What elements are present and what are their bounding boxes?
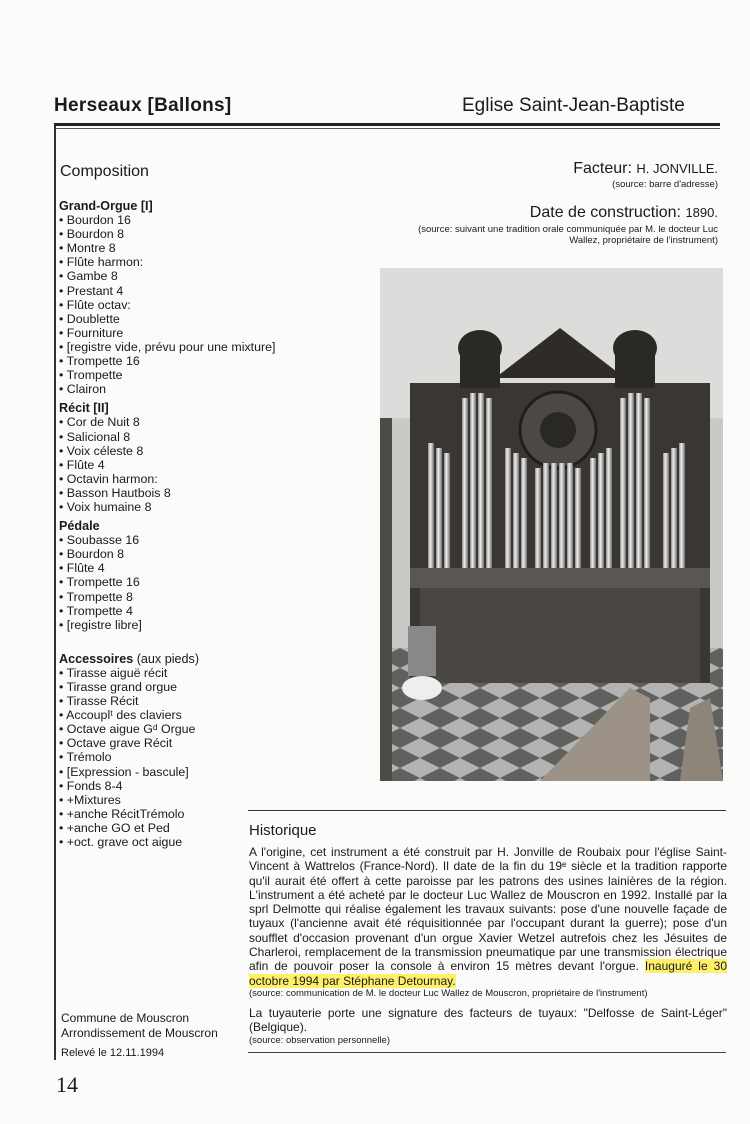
historique-paragraph-2: La tuyauterie porte une signature des facteurs de tuyaux: "Delfosse de Saint-Léger" (Belgique). bbox=[249, 1005, 727, 1035]
historique-body bbox=[249, 845, 727, 1047]
stop-item: • Flûte harmon: bbox=[59, 255, 329, 269]
accessoires-title: Accessoires bbox=[59, 651, 134, 666]
date-line bbox=[530, 204, 718, 222]
facteur-source: (source: barre d'adresse) bbox=[612, 179, 718, 190]
facteur-value: H. JONVILLE. bbox=[636, 161, 718, 176]
stop-item: • Gambe 8 bbox=[59, 269, 329, 283]
stop-item: • [registre vide, prévu pour une mixture] bbox=[59, 340, 329, 354]
stop-item: • Bourdon 8 bbox=[59, 227, 329, 241]
section-pedale bbox=[59, 519, 329, 632]
date-source: (source: suivant une tradition orale communiquée par M. le docteur Luc Wallez, propriétaire de l'instrument) bbox=[418, 224, 718, 246]
stop-item: • Trompette 4 bbox=[59, 604, 329, 618]
date-label: Date de construction: bbox=[529, 204, 681, 221]
commune-name: Commune de Mouscron bbox=[61, 1011, 190, 1025]
location-title: Herseaux [Ballons] bbox=[54, 95, 232, 116]
stop-item: • Octave aigue Gᵈ Orgue bbox=[59, 722, 329, 736]
stop-item: • +oct. grave oct aigue bbox=[59, 835, 329, 849]
stop-list bbox=[59, 415, 329, 514]
stop-item: • Tirasse grand orgue bbox=[59, 680, 329, 694]
stop-list bbox=[59, 533, 329, 632]
stop-item: • Fourniture bbox=[59, 326, 329, 340]
stop-item: • Fonds 8-4 bbox=[59, 779, 329, 793]
page-number: 14 bbox=[56, 1072, 78, 1097]
date-value: 1890. bbox=[685, 205, 718, 220]
stop-item: • Tirasse Récit bbox=[59, 694, 329, 708]
stop-item: • Basson Hautbois 8 bbox=[59, 486, 329, 500]
stop-item: • [registre libre] bbox=[59, 618, 329, 632]
stop-item: • Voix humaine 8 bbox=[59, 500, 329, 514]
facteur-line bbox=[573, 160, 718, 178]
stop-item: • +anche GO et Ped bbox=[59, 821, 329, 835]
stop-item: • Tirasse aiguë récit bbox=[59, 666, 329, 680]
stop-item: • Doublette bbox=[59, 312, 329, 326]
stop-item: • Trompette 8 bbox=[59, 590, 329, 604]
stop-item: • Trémolo bbox=[59, 750, 329, 764]
stop-item: • Trompette 16 bbox=[59, 354, 329, 368]
section-title: Récit [II] bbox=[59, 401, 109, 416]
section-recit bbox=[59, 401, 329, 514]
accessoires-subtitle: (aux pieds) bbox=[136, 651, 200, 666]
historique-paragraph bbox=[249, 845, 727, 988]
stop-item: • Prestant 4 bbox=[59, 284, 329, 298]
stop-item: • +Mixtures bbox=[59, 793, 329, 807]
church-title: Eglise Saint-Jean-Baptiste bbox=[462, 95, 685, 116]
stop-item: • [Expression - bascule] bbox=[59, 765, 329, 779]
section-accessoires bbox=[59, 652, 329, 849]
stop-item: • Voix céleste 8 bbox=[59, 444, 329, 458]
stop-item: • Accouplᵗ des claviers bbox=[59, 708, 329, 722]
stop-item: • Cor de Nuit 8 bbox=[59, 415, 329, 429]
historique-source-2: (source: observation personnelle) bbox=[249, 1034, 390, 1046]
stop-item: • Octavin harmon: bbox=[59, 472, 329, 486]
left-margin-rule bbox=[54, 126, 56, 1060]
section-title: Pédale bbox=[59, 519, 100, 534]
organ-photo bbox=[380, 268, 723, 781]
stop-item: • Flûte octav: bbox=[59, 298, 329, 312]
stop-item: • Trompette bbox=[59, 368, 329, 382]
stop-lists bbox=[59, 195, 329, 854]
stop-list bbox=[59, 213, 329, 396]
stop-item: • Trompette 16 bbox=[59, 575, 329, 589]
header-rule-thin bbox=[54, 128, 720, 129]
stop-item: • Salicional 8 bbox=[59, 430, 329, 444]
historique-rule bbox=[248, 810, 726, 811]
stop-item: • Clairon bbox=[59, 382, 329, 396]
stop-item: • Flûte 4 bbox=[59, 458, 329, 472]
stop-item: • Soubasse 16 bbox=[59, 533, 329, 547]
releve-date: Relevé le 12.11.1994 bbox=[61, 1047, 165, 1059]
stop-item: • Bourdon 8 bbox=[59, 547, 329, 561]
section-title bbox=[59, 652, 329, 666]
stop-item: • Flûte 4 bbox=[59, 561, 329, 575]
stop-item: • +anche RécitTrémolo bbox=[59, 807, 329, 821]
historique-source-1: (source: communication de M. le docteur Luc Wallez de Mouscron, propriétaire de l'instrument) bbox=[249, 987, 648, 999]
facteur-label: Facteur: bbox=[573, 160, 632, 177]
historique-text: A l'origine, cet instrument a été construit par H. Jonville de Roubaix pour l'église Saint-Vincent à Wattrelos (France-Nord). Il date de la fin du 19ᵉ siècle et la tradition rapporte qu'il aurait été offert à cette paroisse par les patrons des usines lainières de la région. L'instrument a été acheté par le docteur Luc Wallez de Mouscron en 1992. Installé par la sprl Delmotte qui réalise également les travaux suivants: pose d'une nouvelle façade de tuyaux (l'ancienne avait été réquisitionnée par l'occupant durant la guerre); pose d'un soufflet d'occasion provenant d'un orgue Xavier Wetzel autrefois chez les Jésuites de Charleroi, remplacement de la transmission pneumatique par une transmission électrique afin de pouvoir poser la console à environ 15 mètres devant l'orgue. bbox=[249, 845, 727, 974]
commune-block bbox=[61, 1011, 218, 1041]
stop-item: • Montre 8 bbox=[59, 241, 329, 255]
stop-item: • Bourdon 16 bbox=[59, 213, 329, 227]
section-title: Grand-Orgue [I] bbox=[59, 199, 153, 213]
stop-item: • Octave grave Récit bbox=[59, 736, 329, 750]
section-grand-orgue bbox=[59, 199, 329, 396]
header-rule bbox=[54, 123, 720, 126]
composition-heading: Composition bbox=[60, 163, 149, 180]
arrondissement-name: Arrondissement de Mouscron bbox=[61, 1026, 218, 1040]
inauguration-highlight: Inauguré le 30 octobre 1994 par Stéphane Detournay. bbox=[249, 959, 727, 988]
historique-bottom-rule bbox=[248, 1052, 726, 1053]
historique-heading: Historique bbox=[249, 822, 317, 839]
